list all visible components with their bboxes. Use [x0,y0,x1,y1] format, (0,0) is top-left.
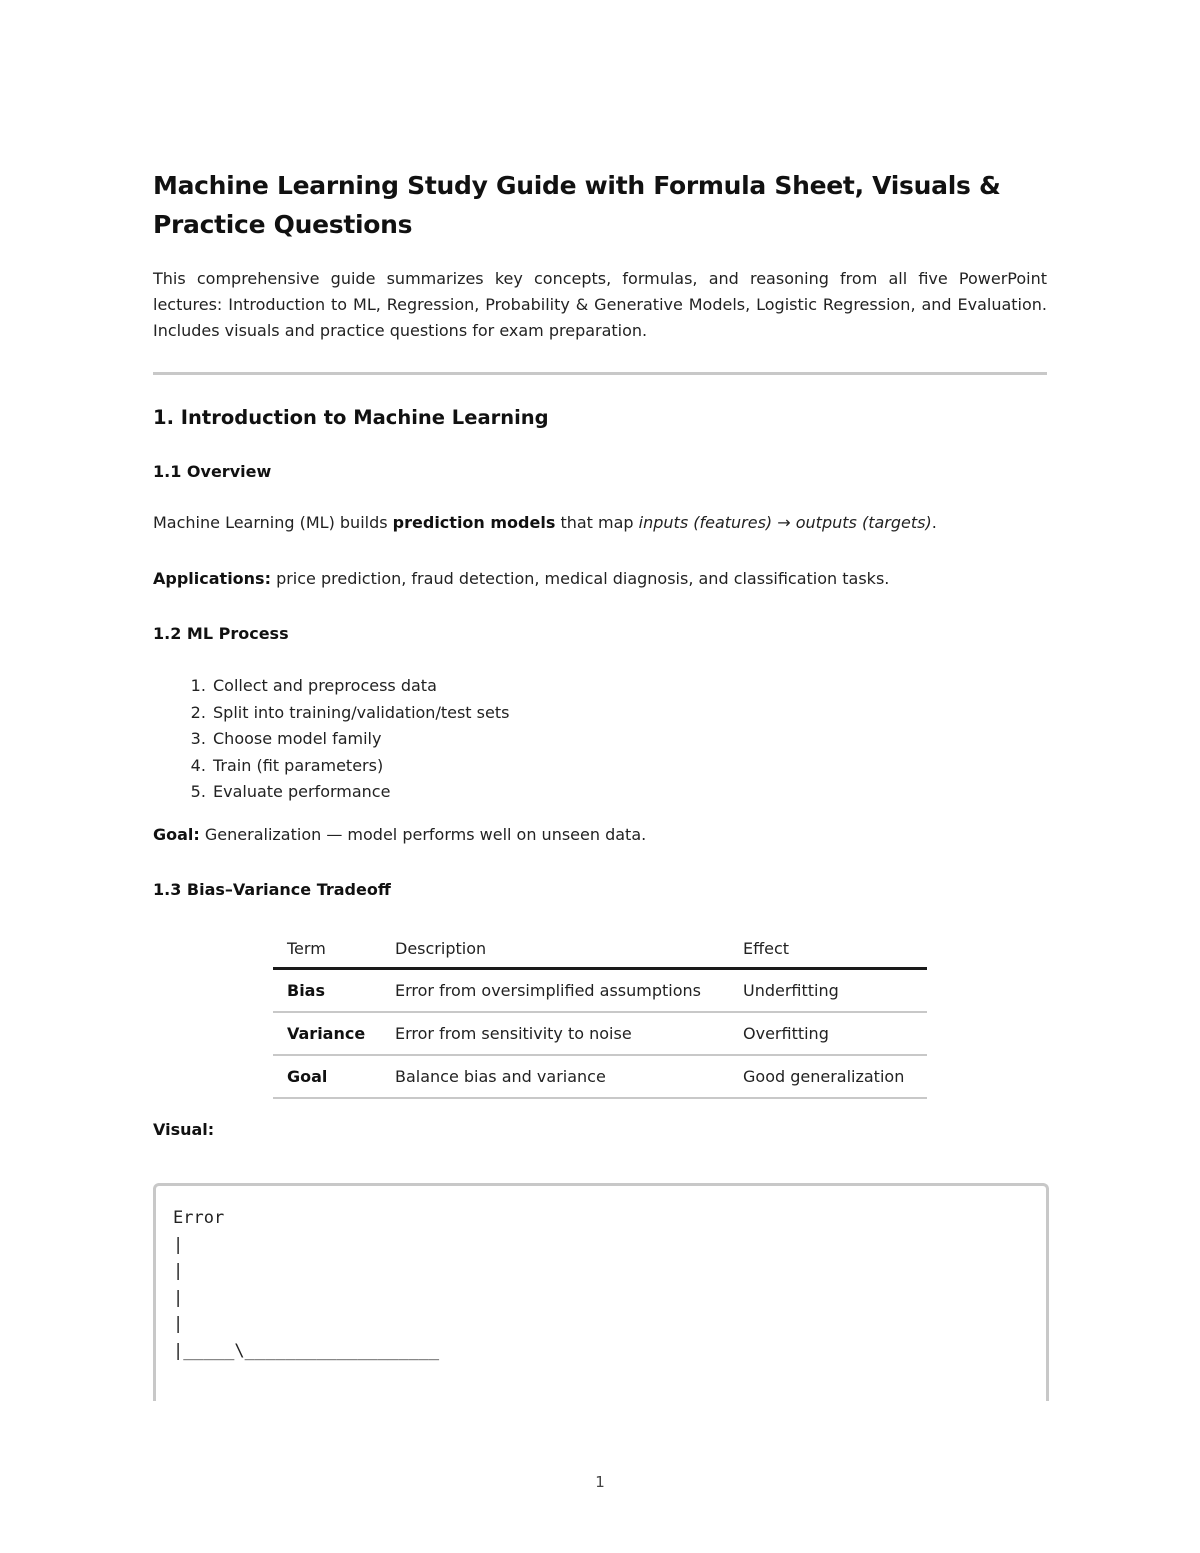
column-header: Description [381,931,729,969]
table-cell-effect: Good generalization [729,1055,927,1098]
intro-paragraph: This comprehensive guide summarizes key concepts, formulas, and reasoning from all five PowerPoint lectures: Introduction to ML, Regression, Probability & Generative Models, Logistic Regression, and Evaluation. Includes visuals and practice questions for exam preparation. [153,269,1047,340]
table-row [273,1055,927,1098]
applications-label: Applications: [153,569,271,588]
list-item: 5. Evaluate performance [211,779,509,806]
table-cell-description: Error from sensitivity to noise [381,1012,729,1055]
code-line: | [173,1287,184,1308]
table-cell-description: Error from oversimplified assumptions [381,969,729,1013]
code-text [156,1186,1046,1364]
overview-text-middle: that map [555,513,639,532]
overview-italic-mapping: inputs (features) → outputs (targets) [638,513,932,532]
table-cell-effect: Overfitting [729,1012,927,1055]
code-line: | [173,1261,184,1281]
overview-text-start: Machine Learning (ML) builds [153,513,393,532]
list-item: 3. Choose model family [211,726,509,753]
table-cell-term: Goal [273,1055,381,1098]
overview-bold-term: prediction models [392,513,556,532]
table-cell-description: Balance bias and variance [381,1055,729,1098]
list-item: 1. Collect and preprocess data [211,673,509,700]
visual-label: Visual: [153,1120,215,1139]
subsection-heading-overview: 1.1 Overview [153,462,272,481]
list-item: 2. Split into training/validation/test sets [211,700,509,727]
table-cell-term: Bias [273,969,381,1013]
code-line: |_____\___________________ [173,1340,440,1361]
list-item: 4. Train (fit parameters) [211,753,509,780]
applications-text: price prediction, fraud detection, medical diagnosis, and classification tasks. [270,569,890,588]
horizontal-rule [153,372,1047,375]
code-line: | [173,1314,184,1334]
page-number: 1 [595,1473,605,1491]
bias-variance-table [273,931,927,1099]
code-line: Error [173,1208,225,1228]
goal-label: Goal: [153,825,200,844]
code-line: | [173,1234,184,1255]
table-cell-effect: Underfitting [729,969,927,1013]
table-cell-term: Variance [273,1012,381,1055]
table-header-row [273,931,927,969]
overview-paragraph [153,512,937,534]
process-steps-list [153,673,509,806]
subsection-heading-tradeoff: 1.3 Bias–Variance Tradeoff [153,880,391,899]
table-row [273,969,927,1013]
code-block [153,1183,1049,1401]
table-row [273,1012,927,1055]
goal-text: Generalization — model performs well on unseen data. [199,825,647,844]
subsection-heading-process: 1.2 ML Process [153,624,289,643]
column-header: Term [273,931,381,969]
applications-paragraph [153,568,889,590]
goal-paragraph [153,824,646,846]
column-header: Effect [729,931,927,969]
document-title: Machine Learning Study Guide with Formula Sheet, Visuals & Practice Questions [153,171,1001,239]
section-heading: 1. Introduction to Machine Learning [153,406,549,429]
overview-text-end: . [931,513,937,532]
